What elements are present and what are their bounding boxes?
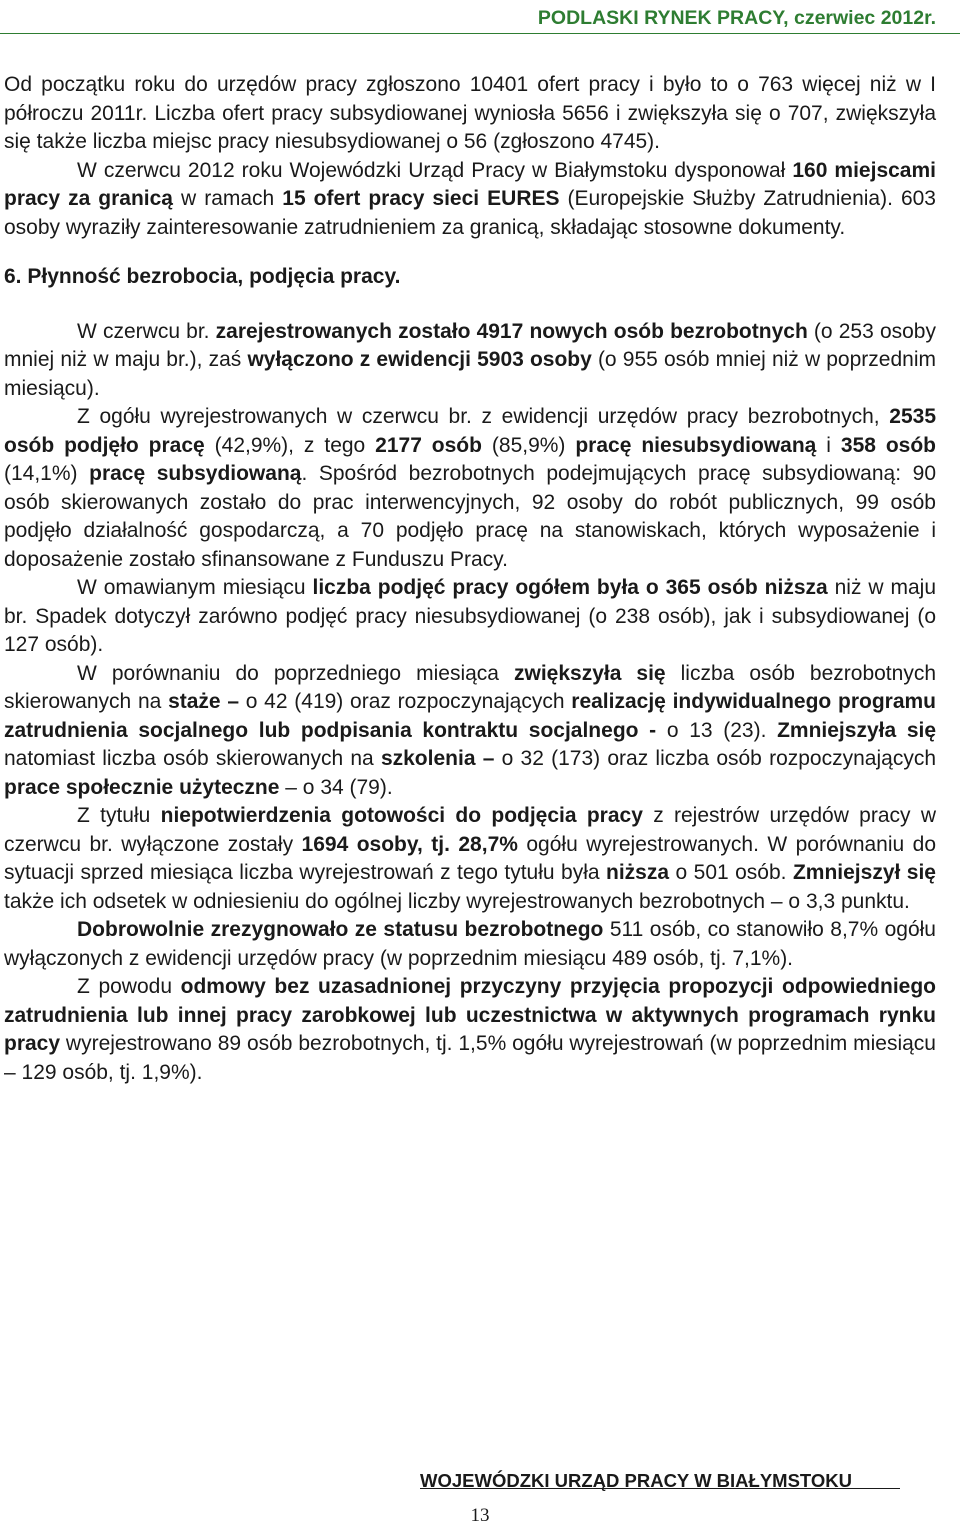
page-number: 13 <box>470 1505 490 1526</box>
paragraph <box>4 318 936 404</box>
heading-gap <box>4 292 936 318</box>
paragraph <box>4 660 936 803</box>
footer-rule <box>420 1488 900 1489</box>
text: i <box>816 433 841 457</box>
running-header: PODLASKI RYNEK PRACY, czerwiec 2012r. <box>537 7 936 29</box>
bold-text: szkolenia – <box>380 747 495 770</box>
text: (Europejskie Służby Zatrudnienia). 603 osoby wyraziły zainteresowanie zatrudnieniem za granicą, składając stosowne dokumenty. <box>4 187 936 239</box>
text: Z tytułu <box>77 804 161 827</box>
bold-text: Dobrowolnie zrezygnowało ze statusu bezrobotnego <box>77 918 604 941</box>
bold-text: pracę subsydiowaną <box>89 462 302 485</box>
text: z rejestrów urzędów pracy w czerwcu br. wyłączone zostały <box>4 804 936 856</box>
text: o 13 (23). <box>656 718 778 742</box>
bold-text: Zmniejszyła się <box>777 718 937 742</box>
footer-institution: WOJEWÓDZKI URZĄD PRACY W BIAŁYMSTOKU <box>420 1470 853 1491</box>
bold-text: liczba podjęć pracy ogółem była o 365 osób niższa <box>312 576 828 599</box>
text: W porównaniu do poprzedniego miesiąca <box>77 661 514 685</box>
text: 511 osób, co stanowiło 8,7% ogółu wyłączonych z ewidencji urzędów pracy (w poprzednim miesiącu 489 osób, tj. 7,1%). <box>4 918 936 970</box>
text: Z ogółu wyrejestrowanych w czerwcu br. z ewidencji urzędów pracy bezrobotnych, <box>77 405 890 428</box>
text: ogółu wyrejestrowanych. W porównaniu do sytuacji sprzed miesiąca liczba wyrejestrowań z tego tytułu była <box>4 832 937 884</box>
bold-text: 160 miejscami pracy za granicą <box>4 158 936 210</box>
text: wyrejestrowano 89 osób bezrobotnych, tj. 1,5% ogółu wyrejestrowań (w poprzednim miesiącu – 129 osób, tj. 1,9%). <box>4 1032 936 1084</box>
text: Z powodu <box>77 975 181 998</box>
header-rule <box>0 33 960 34</box>
bold-text: pracę niesubsydiowaną <box>575 433 817 457</box>
text: liczba osób bezrobotnych skierowanych na <box>4 661 936 713</box>
text: (o 253 osoby mniej niż w maju br.), zaś <box>4 319 936 371</box>
page-body <box>4 71 936 1087</box>
bold-text: niepotwierdzenia gotowości do podjęcia pracy <box>160 804 643 827</box>
bold-text: zwiększyła się <box>514 661 666 685</box>
text: także ich odsetek w odniesieniu do ogólnej liczby wyrejestrowanych bezrobotnych – o 3,3 punktu. <box>4 889 910 913</box>
text: Od początku roku do urzędów pracy zgłoszono 10401 ofert pracy i było to o 763 więcej niż w I półroczu 2011r. Liczba ofert pracy subsydiowanej wyniosła 5656 i zwiększyła się o 707, zwiększyła się także liczba miejsc pracy niesubsydiowanej o 56 (zgłoszono 4745). <box>4 73 936 153</box>
text: o 501 osób. <box>669 861 793 884</box>
text: (14,1%) <box>4 462 90 485</box>
text: natomiast liczba osób skierowanych na <box>4 747 381 770</box>
text: (85,9%) <box>481 433 576 457</box>
text: w ramach <box>172 187 283 210</box>
bold-text: 2177 osób <box>375 433 482 457</box>
paragraph <box>4 157 936 243</box>
text: (o 955 osób mniej niż w poprzednim miesiącu). <box>4 348 936 400</box>
text: – o 34 (79). <box>279 775 393 799</box>
text: o 42 (419) oraz rozpoczynających <box>239 690 572 713</box>
paragraph <box>4 973 936 1087</box>
text: W omawianym miesiącu <box>77 576 313 599</box>
bold-text: realizację indywidualnego programu zatrudnienia socjalnego lub podpisania kontraktu socjalnego - <box>4 690 937 742</box>
bold-text: odmowy bez uzasadnionej przyczyny przyjęcia propozycji odpowiedniego zatrudnienia lub innej pracy zarobkowej lub uczestnictwa w aktywnych programach rynku pracy <box>4 975 936 1055</box>
bold-text: staże – <box>168 690 240 713</box>
bold-text: zarejestrowanych zostało 4917 nowych osób bezrobotnych <box>215 319 808 343</box>
paragraph <box>4 574 936 660</box>
bold-text: prace społecznie użyteczne <box>4 775 280 799</box>
bold-text: 2535 osób podjęło pracę <box>4 405 936 457</box>
text: W czerwcu br. <box>77 319 216 343</box>
text: . Spośród bezrobotnych podejmujących pracę subsydiowaną: 90 osób skierowanych zostało do prac interwencyjnych, 92 osoby do robót publicznych, 99 osób podjęło działalność gospodarczą, a 70 podjęło pracę na stanowiskach, których wyposażenie i doposażenie zostało sfinansowane z Funduszu Pracy. <box>4 462 936 571</box>
paragraph <box>4 403 936 574</box>
paragraph <box>4 71 936 157</box>
bold-text: 1694 osoby, tj. 28,7% <box>301 832 518 856</box>
text: (42,9%), z tego <box>204 433 376 457</box>
section-heading: 6. Płynność bezrobocia, podjęcia pracy. <box>4 265 401 288</box>
bold-text: niższa <box>606 861 670 884</box>
text: W czerwcu 2012 roku Wojewódzki Urząd Pracy w Białymstoku dysponował <box>77 158 793 182</box>
paragraph <box>4 916 936 973</box>
bold-text: Zmniejszył się <box>792 861 936 884</box>
bold-text: 15 ofert pracy sieci EURES <box>282 187 560 210</box>
text: o 32 (173) oraz liczba osób rozpoczynających <box>494 747 936 770</box>
text: niż w maju br. Spadek dotyczył zarówno podjęć pracy niesubsydiowanej (o 238 osób), jak i subsydiowanej (o 127 osób). <box>4 576 937 656</box>
bold-text: wyłączono z ewidencji 5903 osoby <box>247 348 592 371</box>
paragraph <box>4 802 936 916</box>
bold-text: 358 osób <box>840 433 937 457</box>
intro-paragraphs <box>4 71 936 242</box>
section-paragraphs <box>4 318 936 1088</box>
